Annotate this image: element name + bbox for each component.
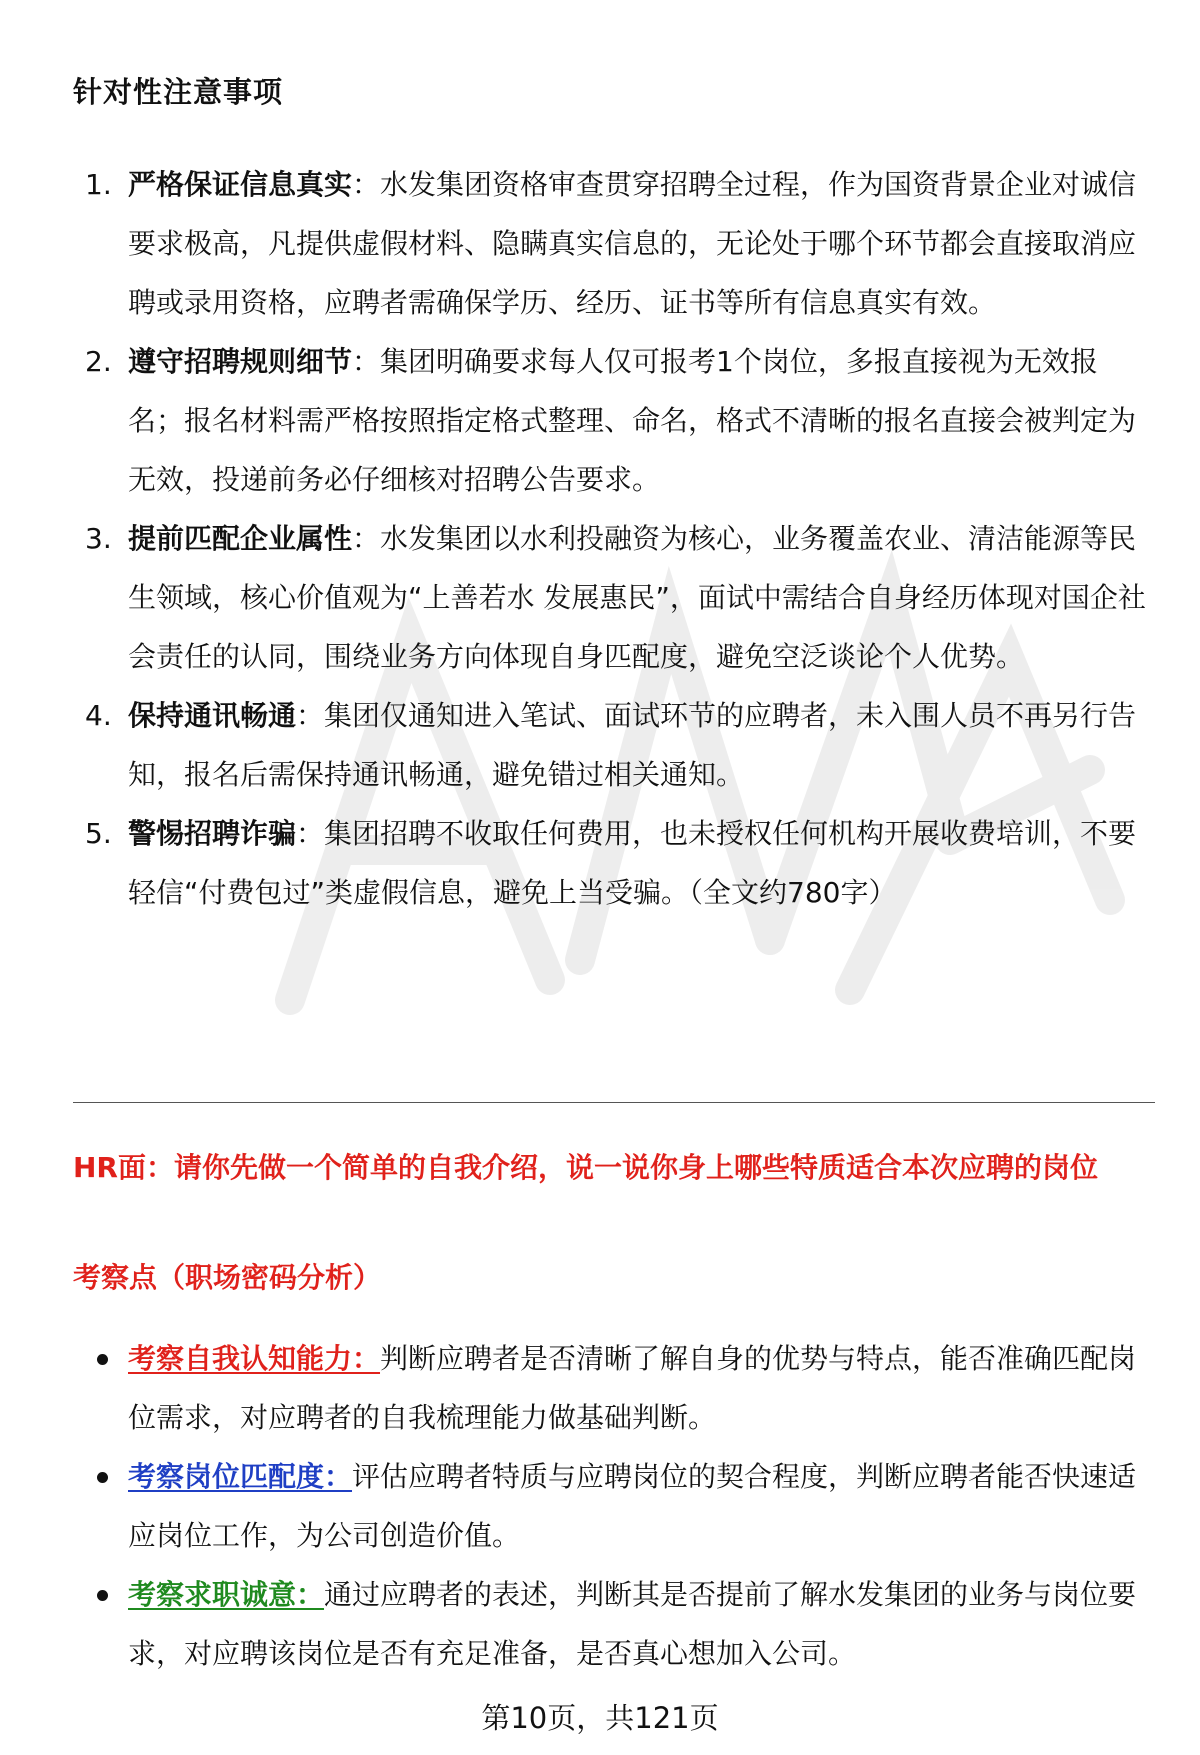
note-text: ：集团明确要求每人仅可报考1个岗位，多报直接视为无效报名；报名材料需严格按照指定格式整理、命名，格式不清晰的报名直接会被判定为无效，投递前务必仔细核对招聘公告要求。 [128, 345, 1137, 496]
list-item [73, 332, 1153, 509]
bullet-icon [97, 1354, 108, 1365]
note-text: ：水发集团以水利投融资为核心，业务覆盖农业、清洁能源等民生领域，核心价值观为“上善若水 发展惠民”，面试中需结合自身经历体现对国企社会责任的认同，围绕业务方向体现自身匹配度，避免空泛谈论个人优势。 [128, 522, 1146, 673]
note-text: ：集团仅通知进入笔试、面试环节的应聘者，未入围人员不再另行告知，报名后需保持通讯畅通，避免错过相关通知。 [128, 699, 1137, 791]
point-text: 评估应聘者特质与应聘岗位的契合程度，判断应聘者能否快速适应岗位工作，为公司创造价值。 [128, 1460, 1137, 1552]
list-number: 2. [85, 345, 112, 378]
list-number: 5. [85, 817, 112, 850]
point-key-link[interactable]: 考察岗位匹配度： [128, 1460, 353, 1493]
note-key: 严格保证信息真实 [128, 168, 353, 201]
list-number: 1. [85, 168, 112, 201]
list-item [73, 1447, 1153, 1565]
point-key-link[interactable]: 考察自我认知能力： [128, 1342, 381, 1375]
interview-question: HR面：请你先做一个简单的自我介绍，说一说你身上哪些特质适合本次应聘的岗位 [73, 1151, 1098, 1184]
note-text: ：水发集团资格审查贯穿招聘全过程，作为国资背景企业对诚信要求极高，凡提供虚假材料、隐瞒真实信息的，无论处于哪个环节都会直接取消应聘或录用资格，应聘者需确保学历、经历、证书等所有信息真实有效。 [128, 168, 1137, 319]
list-item [73, 509, 1153, 686]
note-key: 提前匹配企业属性 [128, 522, 353, 555]
notes-list [73, 155, 1153, 922]
point-text: 判断应聘者是否清晰了解自身的优势与特点，能否准确匹配岗位需求，对应聘者的自我梳理能力做基础判断。 [128, 1342, 1137, 1434]
analysis-title: 考察点（职场密码分析） [73, 1261, 382, 1294]
section-divider [73, 1102, 1155, 1103]
page-number: 第10页，共121页 [481, 1701, 719, 1735]
list-item [73, 804, 1153, 922]
point-text: 通过应聘者的表述，判断其是否提前了解水发集团的业务与岗位要求，对应聘该岗位是否有充足准备，是否真心想加入公司。 [128, 1578, 1137, 1670]
list-number: 3. [85, 522, 112, 555]
note-key: 警惕招聘诈骗 [128, 817, 297, 850]
list-item [73, 1565, 1153, 1683]
list-item [73, 686, 1153, 804]
note-key: 保持通讯畅通 [128, 699, 297, 732]
analysis-points-list [73, 1329, 1153, 1683]
list-item [73, 1329, 1153, 1447]
bullet-icon [97, 1590, 108, 1601]
note-key: 遵守招聘规则细节 [128, 345, 353, 378]
note-text: ：集团招聘不收取任何费用，也未授权任何机构开展收费培训，不要轻信“付费包过”类虚假信息，避免上当受骗。（全文约780字） [128, 817, 1137, 909]
list-item [73, 155, 1153, 332]
list-number: 4. [85, 699, 112, 732]
bullet-icon [97, 1472, 108, 1483]
point-key-link[interactable]: 考察求职诚意： [128, 1578, 325, 1611]
section-title: 针对性注意事项 [73, 75, 284, 109]
